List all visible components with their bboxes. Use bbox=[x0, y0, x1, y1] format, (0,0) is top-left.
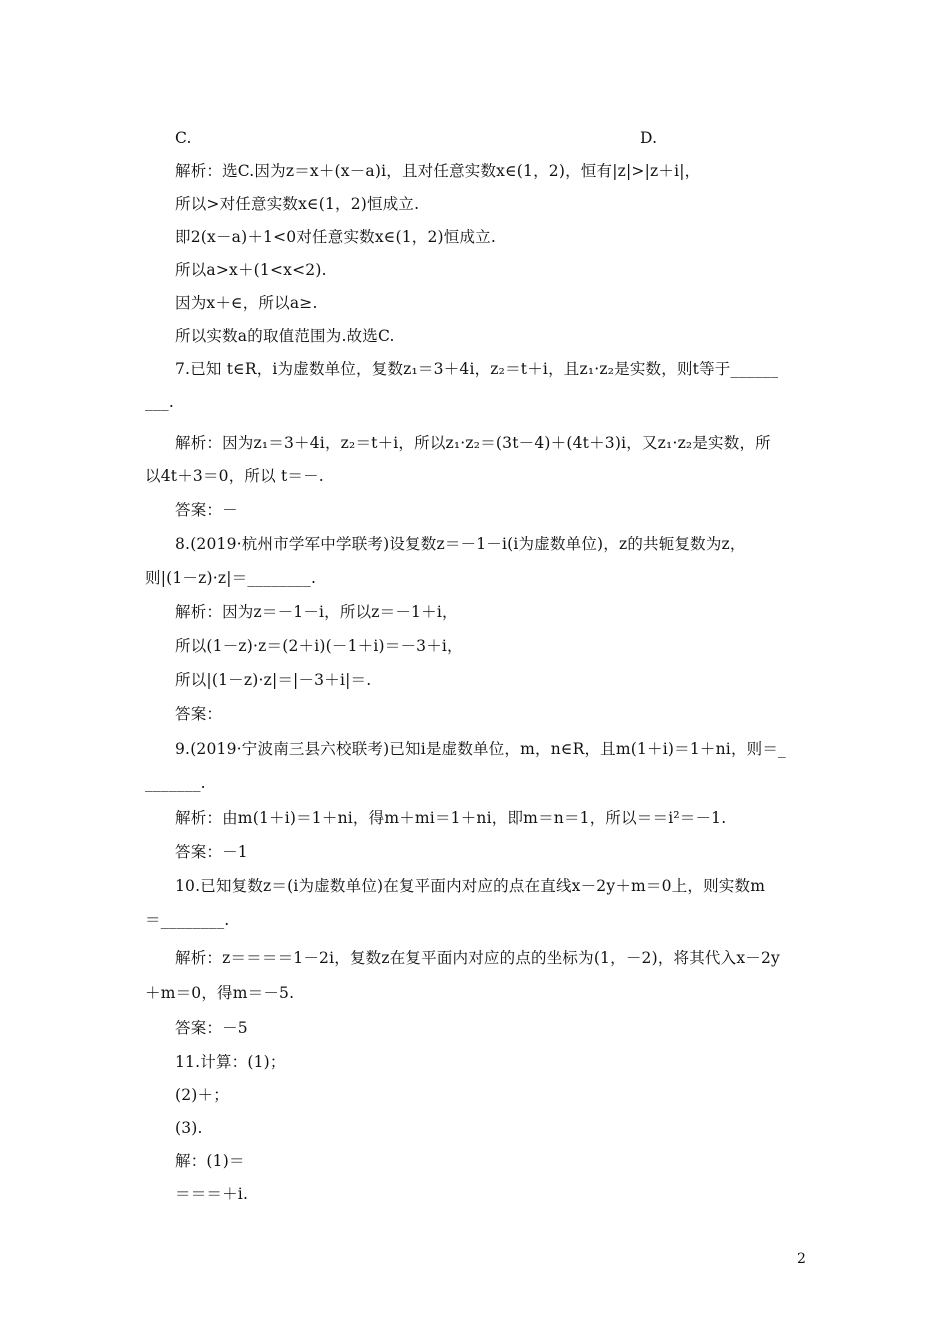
q9-answer: 答案：－1 bbox=[175, 843, 248, 861]
q10-answer: 答案：－5 bbox=[175, 1019, 248, 1037]
q8-solution-line-2: 所以(1－z)·z＝(2＋i)(－1＋i)＝－3＋i， bbox=[175, 637, 463, 655]
q8-solution-line-3: 所以|(1－z)·z|＝|－3＋i|＝. bbox=[175, 671, 372, 689]
q6-solution-line-4: 所以a>x＋(1<x<2). bbox=[175, 261, 327, 279]
q6-solution-line-5: 因为x＋∈，所以a≥. bbox=[175, 294, 318, 312]
q7-question-line-1: 7.已知 t∈R，i为虚数单位，复数z₁＝3＋4i，z₂＝t＋i，且z₁·z₂是实数，则t等于______ bbox=[175, 360, 779, 378]
q9-question-line-2: _______. bbox=[145, 774, 206, 792]
q9-question-line-1: 9.(2019·宁波南三县六校联考)已知i是虚数单位，m，n∈R，且m(1＋i)＝1＋ni，则＝_ bbox=[175, 740, 787, 758]
q6-solution-line-6: 所以实数a的取值范围为.故选C. bbox=[175, 327, 395, 345]
q11-question-line-1: 11.计算：(1)； bbox=[175, 1053, 286, 1071]
q7-question-line-2: ___. bbox=[145, 393, 174, 411]
q8-answer: 答案： bbox=[175, 705, 223, 723]
option-d: D. bbox=[640, 129, 658, 147]
q11-solution-line-2: ＝＝＝＋i. bbox=[175, 1185, 249, 1203]
q8-question-line-2: 则|(1－z)·z|＝________. bbox=[145, 569, 317, 587]
q6-solution-line-3: 即2(x－a)＋1<0对任意实数x∈(1，2)恒成立. bbox=[175, 228, 497, 246]
q8-question-line-1: 8.(2019·杭州市学军中学联考)设复数z＝－1－i(i为虚数单位)，z的共轭复数为z， bbox=[175, 535, 746, 553]
q10-solution-line-2: ＋m＝0，得m＝－5. bbox=[145, 984, 295, 1002]
q11-question-line-2: (2)＋； bbox=[175, 1086, 229, 1104]
q10-question-line-1: 10.已知复数z＝(i为虚数单位)在复平面内对应的点在直线x－2y＋m＝0上，则实数m bbox=[175, 877, 766, 895]
q7-solution-line-2: 以4t＋3＝0，所以 t＝－. bbox=[145, 467, 324, 485]
option-c: C. bbox=[175, 129, 192, 147]
q7-solution-line-1: 解析：因为z₁＝3＋4i，z₂＝t＋i，所以z₁·z₂＝(3t－4)＋(4t＋3)i，又z₁·z₂是实数，所 bbox=[175, 434, 771, 452]
q8-solution-line-1: 解析：因为z＝－1－i，所以z＝－1＋i， bbox=[175, 603, 458, 621]
q10-solution-line-1: 解析：z＝＝＝＝1－2i，复数z在复平面内对应的点的坐标为(1，－2)，将其代入x－2y bbox=[175, 949, 780, 967]
q6-solution-line-1: 解析：选C.因为z＝x＋(x－a)i，且对任意实数x∈(1，2)，恒有|z|>|z＋i|， bbox=[175, 162, 701, 180]
q11-question-line-3: (3). bbox=[175, 1119, 203, 1137]
q7-answer: 答案：－ bbox=[175, 501, 238, 519]
q10-question-line-2: ＝________. bbox=[145, 911, 230, 929]
q9-solution-line-1: 解析：由m(1＋i)＝1＋ni，得m＋mi＝1＋ni，即m＝n＝1，所以＝＝i²＝－1. bbox=[175, 809, 727, 827]
q11-solution-line-1: 解：(1)＝ bbox=[175, 1152, 245, 1170]
page-number: 2 bbox=[797, 1251, 806, 1267]
q6-solution-line-2: 所以>对任意实数x∈(1，2)恒成立. bbox=[175, 195, 420, 213]
